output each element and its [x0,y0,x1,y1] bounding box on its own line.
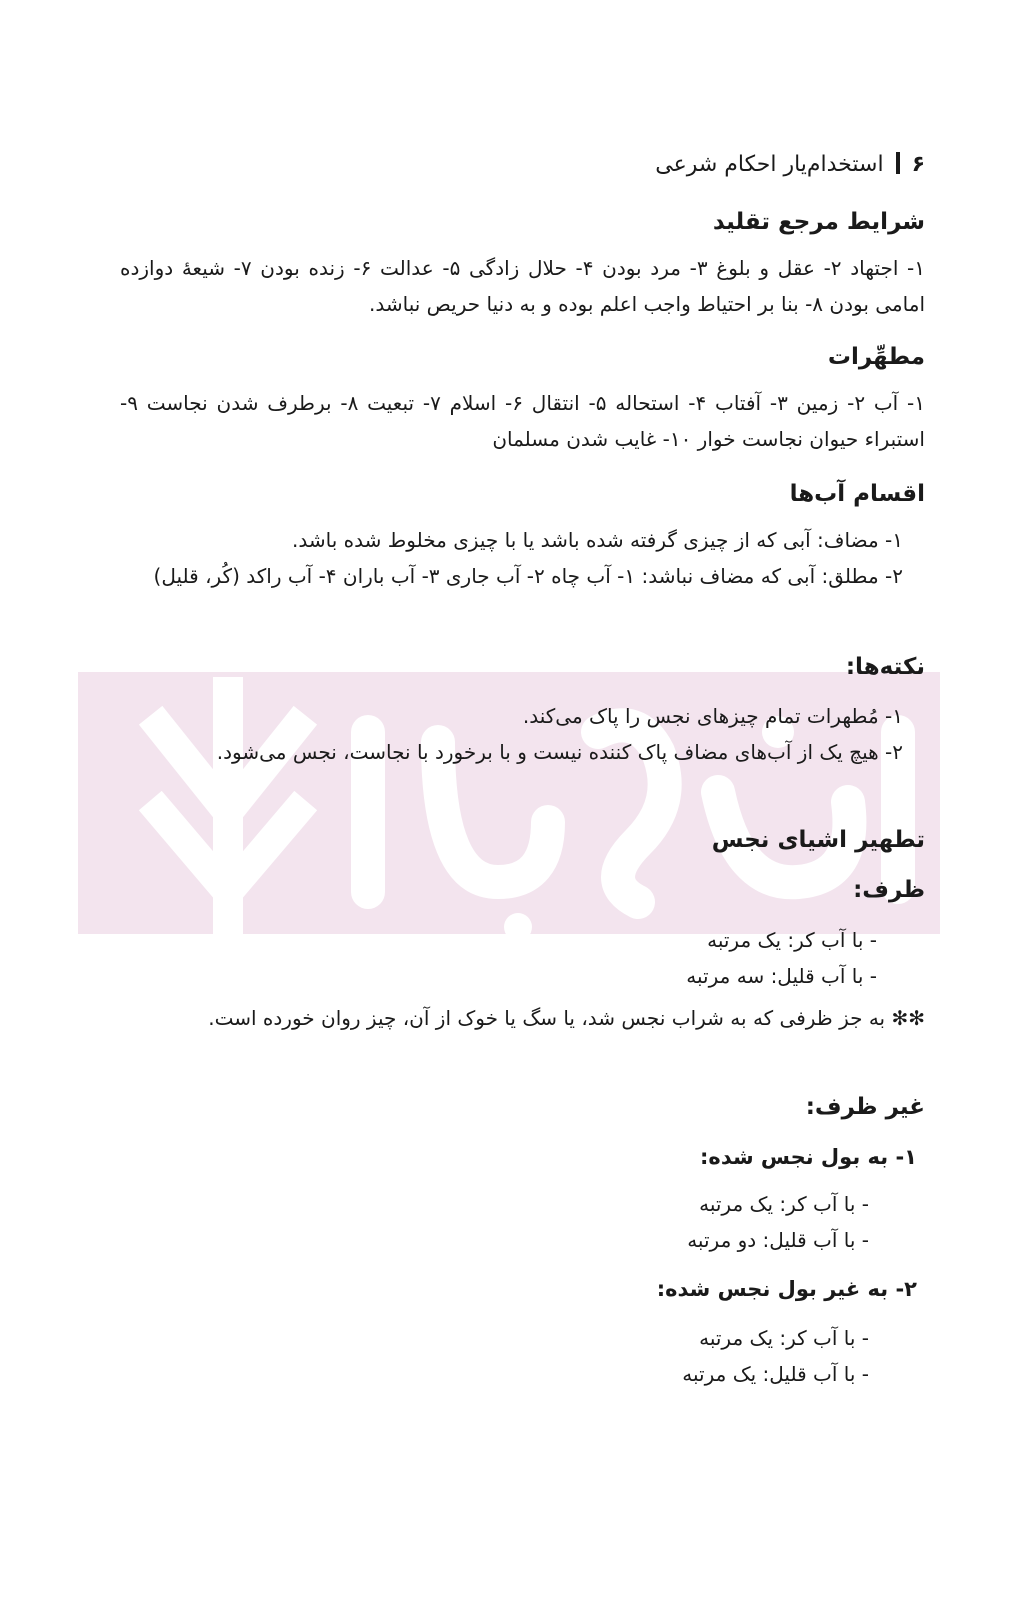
list-item: - با آب قلیل: دو مرتبه [687,1228,869,1252]
section-purify [120,823,925,857]
section-water [120,477,925,511]
section-vessel-lines [120,922,925,994]
paragraph: ۱- اجتهاد ۲- عقل و بلوغ ۳- مرد بودن ۴- حلال زادگی ۵- عدالت ۶- زنده بودن ۷- شیعهٔ دوازده امامی بودن ۸- بنا بر احتیاط واجب اعلم بوده و به دنیا حریص نباشد. [120,256,926,316]
section-heading: شرایط مرجع تقلید [712,209,925,235]
section-heading: ظرف: [853,877,925,903]
section-taqlid [120,205,925,239]
running-head-divider [896,152,900,174]
section-vessel-note [120,1000,925,1036]
paragraph: ۱- آب ۲- زمین ۳- آفتاب ۴- استحاله ۵- انتقال ۶- اسلام ۷- تبعیت ۸- برطرف شدن نجاست ۹- استبراء حیوان نجاست خوار ۱۰- غایب شدن مسلمان [120,391,926,451]
list-item: - با آب قلیل: یک مرتبه [682,1362,869,1386]
running-head-title: استخدام‌یار احکام شرعی [655,152,884,177]
section-vessel [120,873,925,907]
section-heading: نکته‌ها: [845,654,925,680]
subsection-other-lines [120,1320,925,1392]
list-item: - با آب قلیل: سه مرتبه [686,964,877,988]
list-item: ۱- مضاف: آبی که از چیزی گرفته شده باشد یا با چیزی مخلوط شده باشد. [292,528,903,552]
running-head [655,150,925,180]
section-heading: مطهِّرات [827,344,925,370]
list-item: - با آب کر: یک مرتبه [699,1326,869,1350]
section-notes-list [120,698,925,770]
section-notes [120,650,925,684]
subsection-urine-lines [120,1186,925,1258]
section-water-list [120,522,925,594]
list-item: ۲- مطلق: آبی که مضاف نباشد: ۱- آب چاه ۲- آب جاری ۳- آب باران ۴- آب راکد (کُر، قلیل) [153,564,903,588]
section-heading: اقسام آب‌ها [789,481,925,507]
note-mark: ✻✻ [891,1006,925,1030]
section-heading: تطهیر اشیای نجس [711,827,925,853]
section-motahherat [120,340,925,374]
note-paragraph [120,1000,925,1036]
subsection-other [120,1272,925,1306]
section-non-vessel [120,1090,925,1124]
page-number: ۶ [911,152,925,177]
list-item: ۲- هیچ یک از آب‌های مضاف پاک کننده نیست و با برخورد با نجاست، نجس می‌شود. [216,740,903,764]
book-page [120,0,925,1616]
list-item: - با آب کر: یک مرتبه [707,928,877,952]
list-item: ۱- مُطهرات تمام چیزهای نجس را پاک می‌کند. [522,704,903,728]
section-motahherat-body [120,385,925,457]
subsection-heading: ۱- به بول نجس شده: [700,1145,917,1169]
list-item: - با آب کر: یک مرتبه [699,1192,869,1216]
subsection-urine [120,1140,925,1174]
note-text: به جز ظرفی که به شراب نجس شد، یا سگ یا خوک از آن، چیز روان خورده است. [208,1006,886,1030]
subsection-heading: ۲- به غیر بول نجس شده: [656,1277,917,1301]
section-taqlid-body [120,250,925,322]
section-heading: غیر ظرف: [805,1094,925,1120]
